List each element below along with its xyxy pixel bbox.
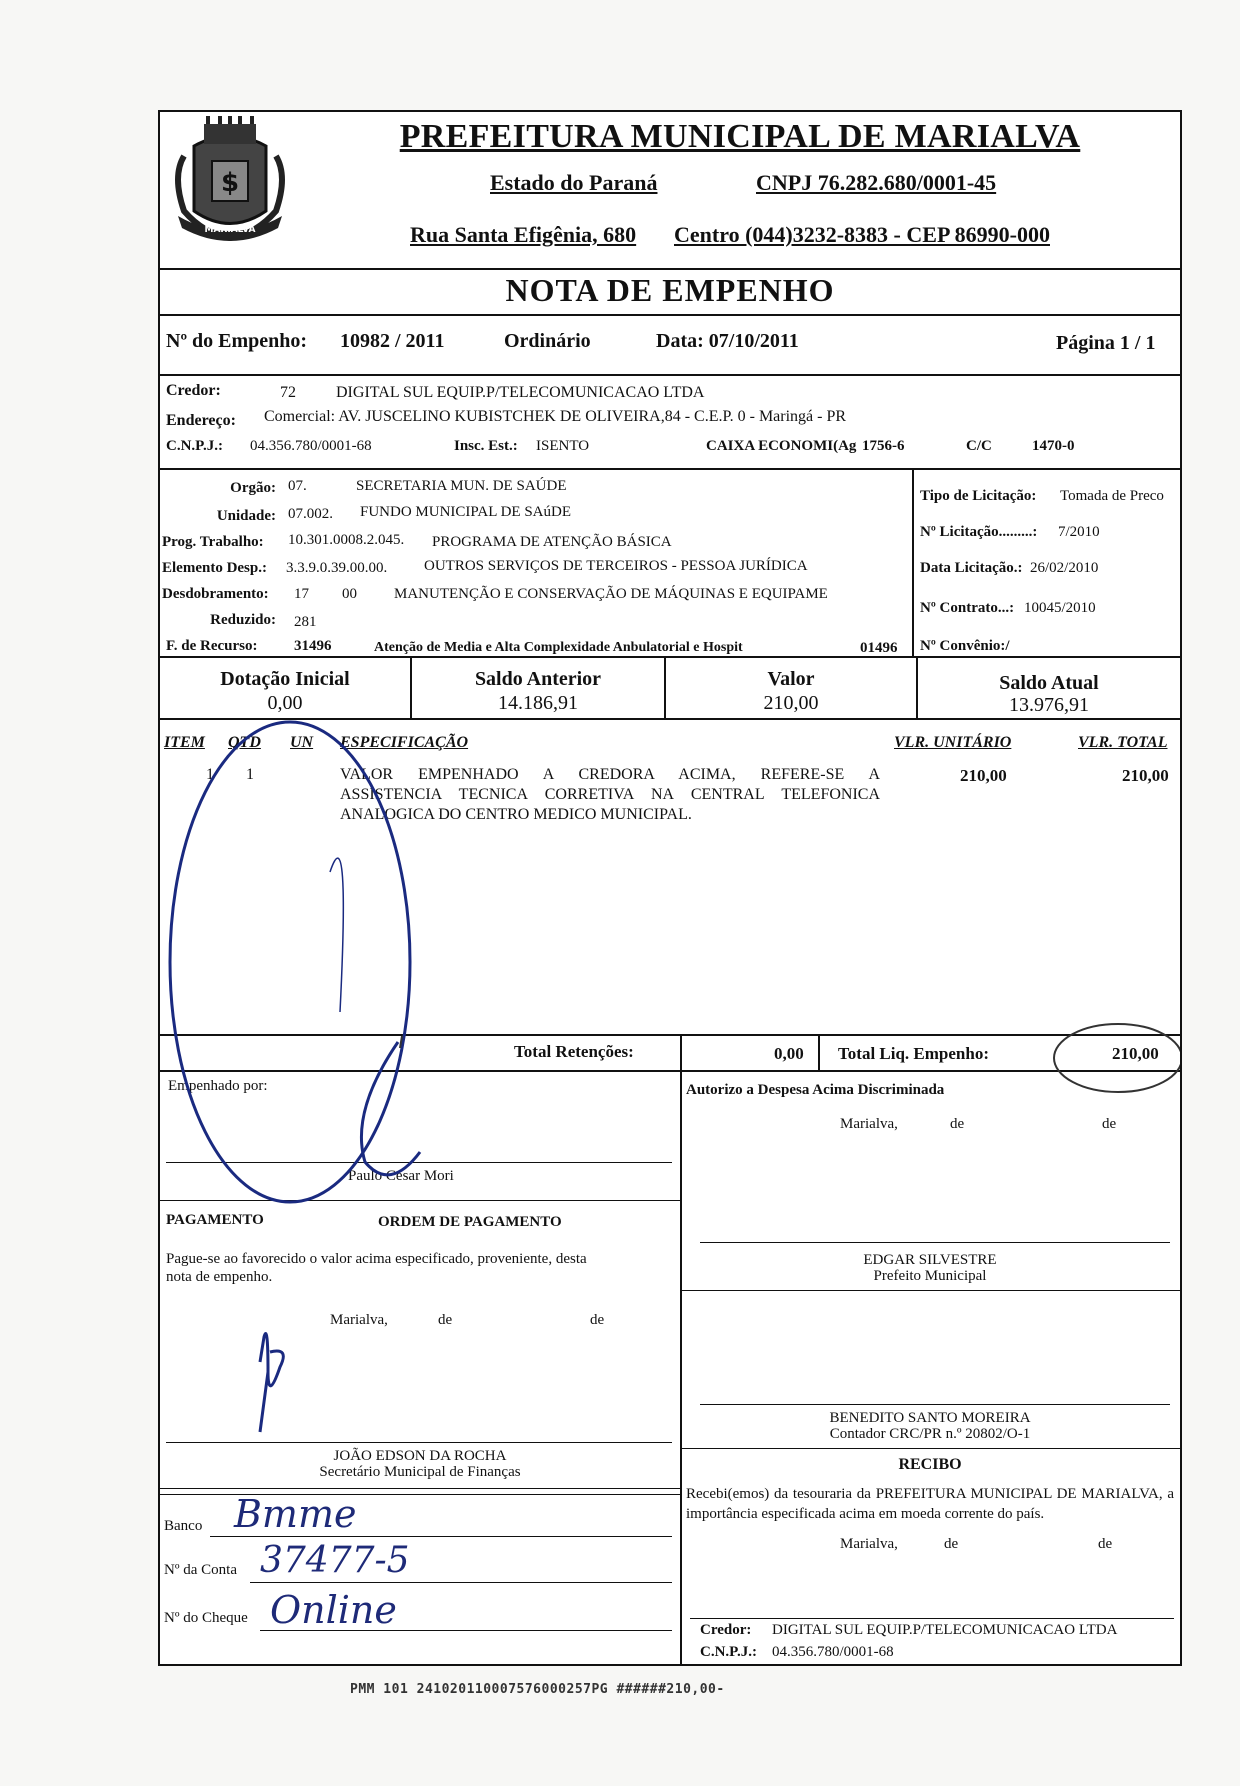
- licitacao-number: 7/2010: [1058, 524, 1100, 540]
- recibo-text: Recebi(emos) da tesouraria da PREFEITURA MUNICIPAL DE MARIALVA, a importância especificada acima em moeda corrente do país.: [686, 1486, 1174, 1522]
- dotacao-inicial-value: 0,00: [267, 692, 303, 714]
- retencoes-label: Total Retenções:: [514, 1042, 634, 1061]
- insc-label: Insc. Est.:: [454, 438, 518, 454]
- prefeito-title: Prefeito Municipal: [873, 1268, 987, 1284]
- contract-number: 10045/2010: [1024, 600, 1096, 616]
- svg-text:$: $: [220, 168, 240, 198]
- recibo-de1: de: [944, 1536, 959, 1552]
- saldo-anterior-label: Saldo Anterior: [474, 668, 602, 690]
- creditor-label: Credor:: [166, 382, 221, 399]
- autorizo-city: Marialva,: [840, 1116, 898, 1132]
- secretario-title: Secretário Municipal de Finanças: [319, 1464, 521, 1480]
- pagamento-de2: de: [590, 1312, 605, 1328]
- bank-handwritten: Bmme: [234, 1492, 357, 1536]
- recibo-de2: de: [1098, 1536, 1113, 1552]
- address-label: Rua Santa Efigênia, 680: [410, 222, 637, 247]
- pagamento-label: PAGAMENTO: [166, 1212, 264, 1228]
- item-total-value: 210,00: [1122, 766, 1169, 785]
- elemento-code: 3.3.9.0.39.00.00.: [286, 560, 388, 576]
- desdobramento-code1: 17: [294, 586, 309, 602]
- licitacao-number-label: Nº Licitação.........:: [920, 524, 1038, 540]
- col-especificacao: ESPECIFICAÇÃO: [340, 734, 469, 751]
- retencoes-value: 0,00: [774, 1044, 804, 1063]
- licitacao-type-label: Tipo de Licitação:: [920, 488, 1037, 504]
- item-desc-line3: ANALOGICA DO CENTRO MEDICO MUNICIPAL.: [340, 806, 692, 823]
- licitacao-date: 26/02/2010: [1030, 560, 1099, 576]
- cheque-field-label: Nº do Cheque: [164, 1610, 248, 1626]
- pagamento-city: Marialva,: [330, 1312, 388, 1328]
- desdobramento-name: MANUTENÇÃO E CONSERVAÇÃO DE MÁQUINAS E EQUIPAME: [394, 586, 828, 602]
- district-phone-cep: Centro (044)3232-8383 - CEP 86990-000: [674, 222, 1050, 247]
- secretario-name: JOÃO EDSON DA ROCHA: [333, 1448, 507, 1464]
- col-un: UN: [290, 734, 314, 751]
- valor-value: 210,00: [763, 692, 819, 714]
- prog-code: 10.301.0008.2.045.: [288, 532, 405, 548]
- empenho-type: Ordinário: [504, 330, 591, 352]
- document-title: NOTA DE EMPENHO: [505, 272, 835, 308]
- crest-text: MARIALVA: [204, 225, 256, 235]
- orgao-name: SECRETARIA MUN. DE SAÚDE: [356, 478, 567, 494]
- ordem-pagamento-label: ORDEM DE PAGAMENTO: [378, 1214, 562, 1230]
- licitacao-date-label: Data Licitação.:: [920, 560, 1023, 576]
- page-title: PREFEITURA MUNICIPAL DE MARIALVA: [399, 118, 1081, 155]
- recibo-credor-label: Credor:: [700, 1622, 752, 1638]
- recurso-label: F. de Recurso:: [166, 638, 258, 654]
- orgao-label: Orgão:: [230, 480, 276, 496]
- nota-de-empenho-form: [158, 110, 1182, 1666]
- liquido-label: Total Liq. Empenho:: [838, 1044, 989, 1063]
- creditor-cnpj: 04.356.780/0001-68: [250, 438, 372, 454]
- recibo-cnpj: 04.356.780/0001-68: [772, 1644, 894, 1660]
- unidade-label: Unidade:: [216, 508, 276, 524]
- account-handwritten: 37477-5: [260, 1540, 410, 1581]
- licitacao-type: Tomada de Preco: [1060, 488, 1164, 504]
- insc-value: ISENTO: [536, 438, 590, 454]
- municipal-crest-icon: [164, 116, 296, 244]
- orgao-code: 07.: [288, 478, 307, 494]
- unidade-name: FUNDO MUNICIPAL DE SAúDE: [360, 504, 571, 520]
- reduzido-value: 281: [294, 614, 317, 630]
- creditor-address: Comercial: AV. JUSCELINO KUBISTCHEK DE OLIVEIRA,84 - C.E.P. 0 - Maringá - PR: [264, 408, 847, 425]
- recurso-number: 01496: [860, 640, 898, 656]
- footer-code: PMM 101 241020110007576000257PG ######210,00-: [350, 1682, 725, 1697]
- recibo-cnpj-label: C.N.P.J.:: [700, 1644, 757, 1660]
- elemento-label: Elemento Desp.:: [162, 560, 267, 576]
- creditor-name: DIGITAL SUL EQUIP.P/TELECOMUNICACAO LTDA: [336, 384, 705, 401]
- cnpj-field-label: C.N.P.J.:: [166, 438, 223, 454]
- account-label: C/C: [966, 438, 992, 454]
- creditor-code: 72: [280, 384, 296, 401]
- empenho-number-label: Nº do Empenho:: [166, 330, 308, 352]
- recibo-credor-name: DIGITAL SUL EQUIP.P/TELECOMUNICACAO LTDA: [772, 1622, 1118, 1638]
- prog-label: Prog. Trabalho:: [162, 534, 264, 550]
- autorizo-label: Autorizo a Despesa Acima Discriminada: [686, 1082, 945, 1098]
- item-desc-line2: ASSISTENCIA TECNICA CORRETIVA NA CENTRAL TELEFONICA: [340, 786, 880, 803]
- valor-label: Valor: [767, 668, 815, 690]
- autorizo-de1: de: [950, 1116, 965, 1132]
- unidade-code: 07.002.: [288, 506, 333, 522]
- recibo-city: Marialva,: [840, 1536, 898, 1552]
- col-total-value: VLR. TOTAL: [1078, 734, 1168, 751]
- cheque-handwritten: Online: [270, 1588, 397, 1632]
- col-item: ITEM: [164, 734, 205, 751]
- recibo-label: RECIBO: [898, 1456, 962, 1473]
- elemento-name: OUTROS SERVIÇOS DE TERCEIROS - PESSOA JURÍDICA: [424, 558, 808, 574]
- address-field-label: Endereço:: [166, 412, 236, 429]
- contador-name: BENEDITO SANTO MOREIRA: [829, 1410, 1031, 1426]
- recurso-code: 31496: [294, 638, 332, 654]
- recurso-name: Atenção de Media e Alta Complexidade Anbulatorial e Hospit: [374, 640, 743, 655]
- prog-name: PROGRAMA DE ATENÇÃO BÁSICA: [432, 534, 672, 550]
- item-desc-line1: VALOR EMPENHADO A CREDORA ACIMA, REFERE-SE A: [340, 766, 880, 783]
- col-qtd: QTD: [228, 734, 261, 751]
- bank-name: CAIXA ECONOMI(Ag: [706, 438, 857, 454]
- page-number: Página 1 / 1: [1056, 332, 1156, 354]
- empenhado-por-label: Empenhado por:: [168, 1078, 268, 1094]
- reduzido-label: Reduzido:: [210, 612, 276, 628]
- cnpj-label: CNPJ 76.282.680/0001-45: [756, 170, 997, 195]
- empenho-date: Data: 07/10/2011: [656, 330, 799, 352]
- bank-field-label: Banco: [164, 1518, 203, 1534]
- pagamento-de1: de: [438, 1312, 453, 1328]
- desdobramento-code2: 00: [342, 586, 357, 602]
- contract-label: Nº Contrato...:: [920, 600, 1015, 616]
- bank-agency: 1756-6: [862, 438, 905, 454]
- saldo-atual-value: 13.976,91: [1009, 694, 1089, 716]
- contador-title: Contador CRC/PR n.º 20802/O-1: [829, 1426, 1031, 1442]
- account-number: 1470-0: [1032, 438, 1075, 454]
- col-unit-value: VLR. UNITÁRIO: [894, 734, 1012, 751]
- convenio-label: Nº Convênio:/: [920, 638, 1010, 654]
- desdobramento-label: Desdobramento:: [162, 586, 269, 602]
- state-label: Estado do Paraná: [490, 170, 658, 195]
- dotacao-inicial-label: Dotação Inicial: [220, 668, 350, 690]
- item-unit-value: 210,00: [960, 766, 1007, 785]
- item-qtd: 1: [246, 766, 254, 783]
- saldo-atual-label: Saldo Atual: [999, 672, 1099, 694]
- autorizo-de2: de: [1102, 1116, 1117, 1132]
- liquido-value: 210,00: [1112, 1044, 1159, 1063]
- prefeito-name: EDGAR SILVESTRE: [863, 1252, 997, 1268]
- item-number: 1: [206, 766, 214, 783]
- saldo-anterior-value: 14.186,91: [498, 692, 578, 714]
- account-field-label: Nº da Conta: [164, 1562, 237, 1578]
- pague-se-text: Pague-se ao favorecido o valor acima especificado, proveniente, desta nota de empenho.: [166, 1251, 587, 1285]
- empenhado-por-name: Paulo César Mori: [348, 1168, 454, 1184]
- empenho-number: 10982 / 2011: [340, 330, 445, 352]
